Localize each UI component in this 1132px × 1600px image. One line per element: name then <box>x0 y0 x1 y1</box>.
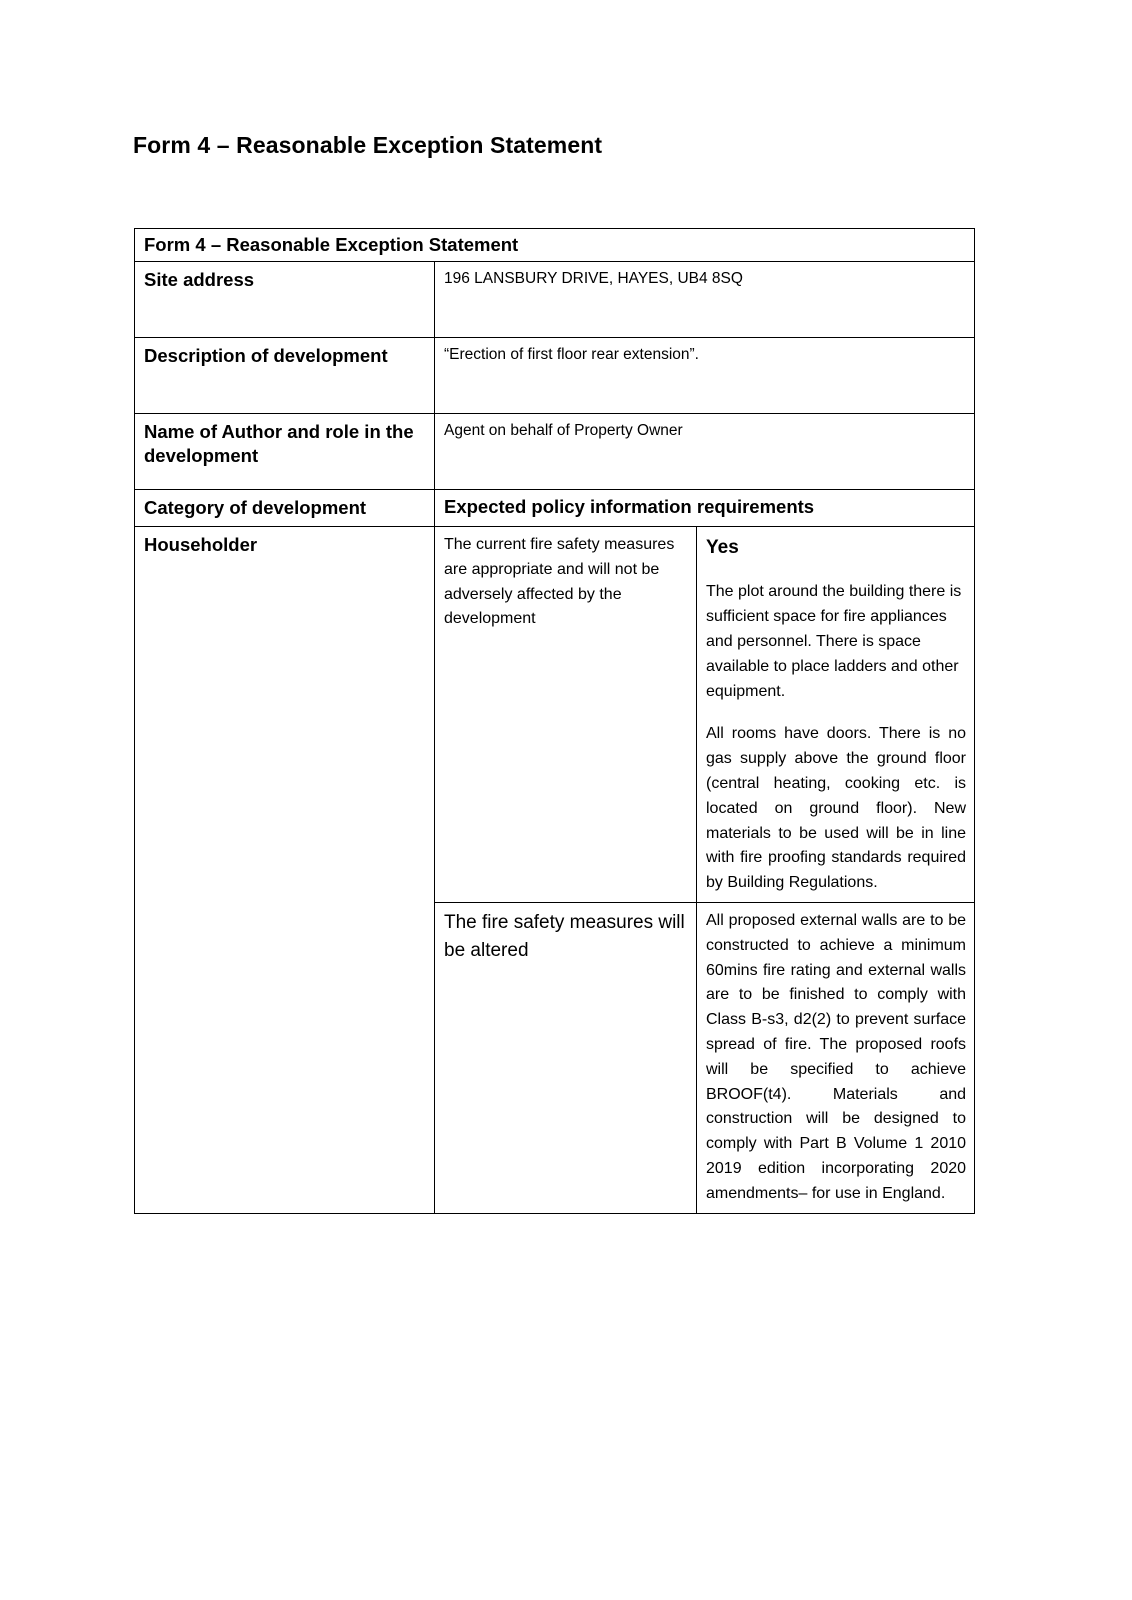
answer-1-heading: Yes <box>706 537 739 559</box>
table-row-header <box>135 229 975 262</box>
site-address-label: Site address <box>135 262 435 338</box>
householder-label: Householder <box>135 527 435 1214</box>
table-header-cell: Form 4 – Reasonable Exception Statement <box>135 229 975 262</box>
criterion-2-text: The fire safety measures will be altered <box>435 903 697 1214</box>
table-row-site-address <box>135 262 975 338</box>
answer-2-paragraph-1: All proposed external walls are to be constructed to achieve a minimum 60mins fire rating and external walls are to be finished to comply with Class B-s3, d2(2) to prevent surface spread of fire. The proposed roofs will be specified to achieve BROOF(t4). Materials and construction will be designed to comply with Part B Volume 1 2010 2019 edition incorporating 2020 amendments– for use in England. <box>706 912 967 1202</box>
reasonable-exception-statement-table <box>134 228 975 1214</box>
category-value: Expected policy information requirements <box>435 490 975 527</box>
table-row-description <box>135 338 975 414</box>
table-row-category <box>135 490 975 527</box>
criterion-1-text: The current fire safety measures are appropriate and will not be adversely affected by the development <box>435 527 697 903</box>
description-label: Description of development <box>135 338 435 414</box>
answer-1-paragraph-1: The plot around the building there is sufficient space for fire appliances and personnel. There is space available to place ladders and other equipment. <box>706 583 962 700</box>
description-value: “Erection of first floor rear extension”. <box>435 338 975 414</box>
table-row-householder-1 <box>135 527 975 903</box>
author-label: Name of Author and role in the development <box>135 414 435 490</box>
page-title: Form 4 – Reasonable Exception Statement <box>133 132 603 158</box>
table-row-author <box>135 414 975 490</box>
site-address-value: 196 LANSBURY DRIVE, HAYES, UB4 8SQ <box>435 262 975 338</box>
author-value: Agent on behalf of Property Owner <box>435 414 975 490</box>
answer-2 <box>697 903 975 1214</box>
answer-1-paragraph-2: All rooms have doors. There is no gas supply above the ground floor (central heating, cooking etc. is located on ground floor). New materials to be used will be in line with fire proofing standards required by Building Regulations. <box>706 725 967 892</box>
answer-1 <box>697 527 975 903</box>
category-label: Category of development <box>135 490 435 527</box>
